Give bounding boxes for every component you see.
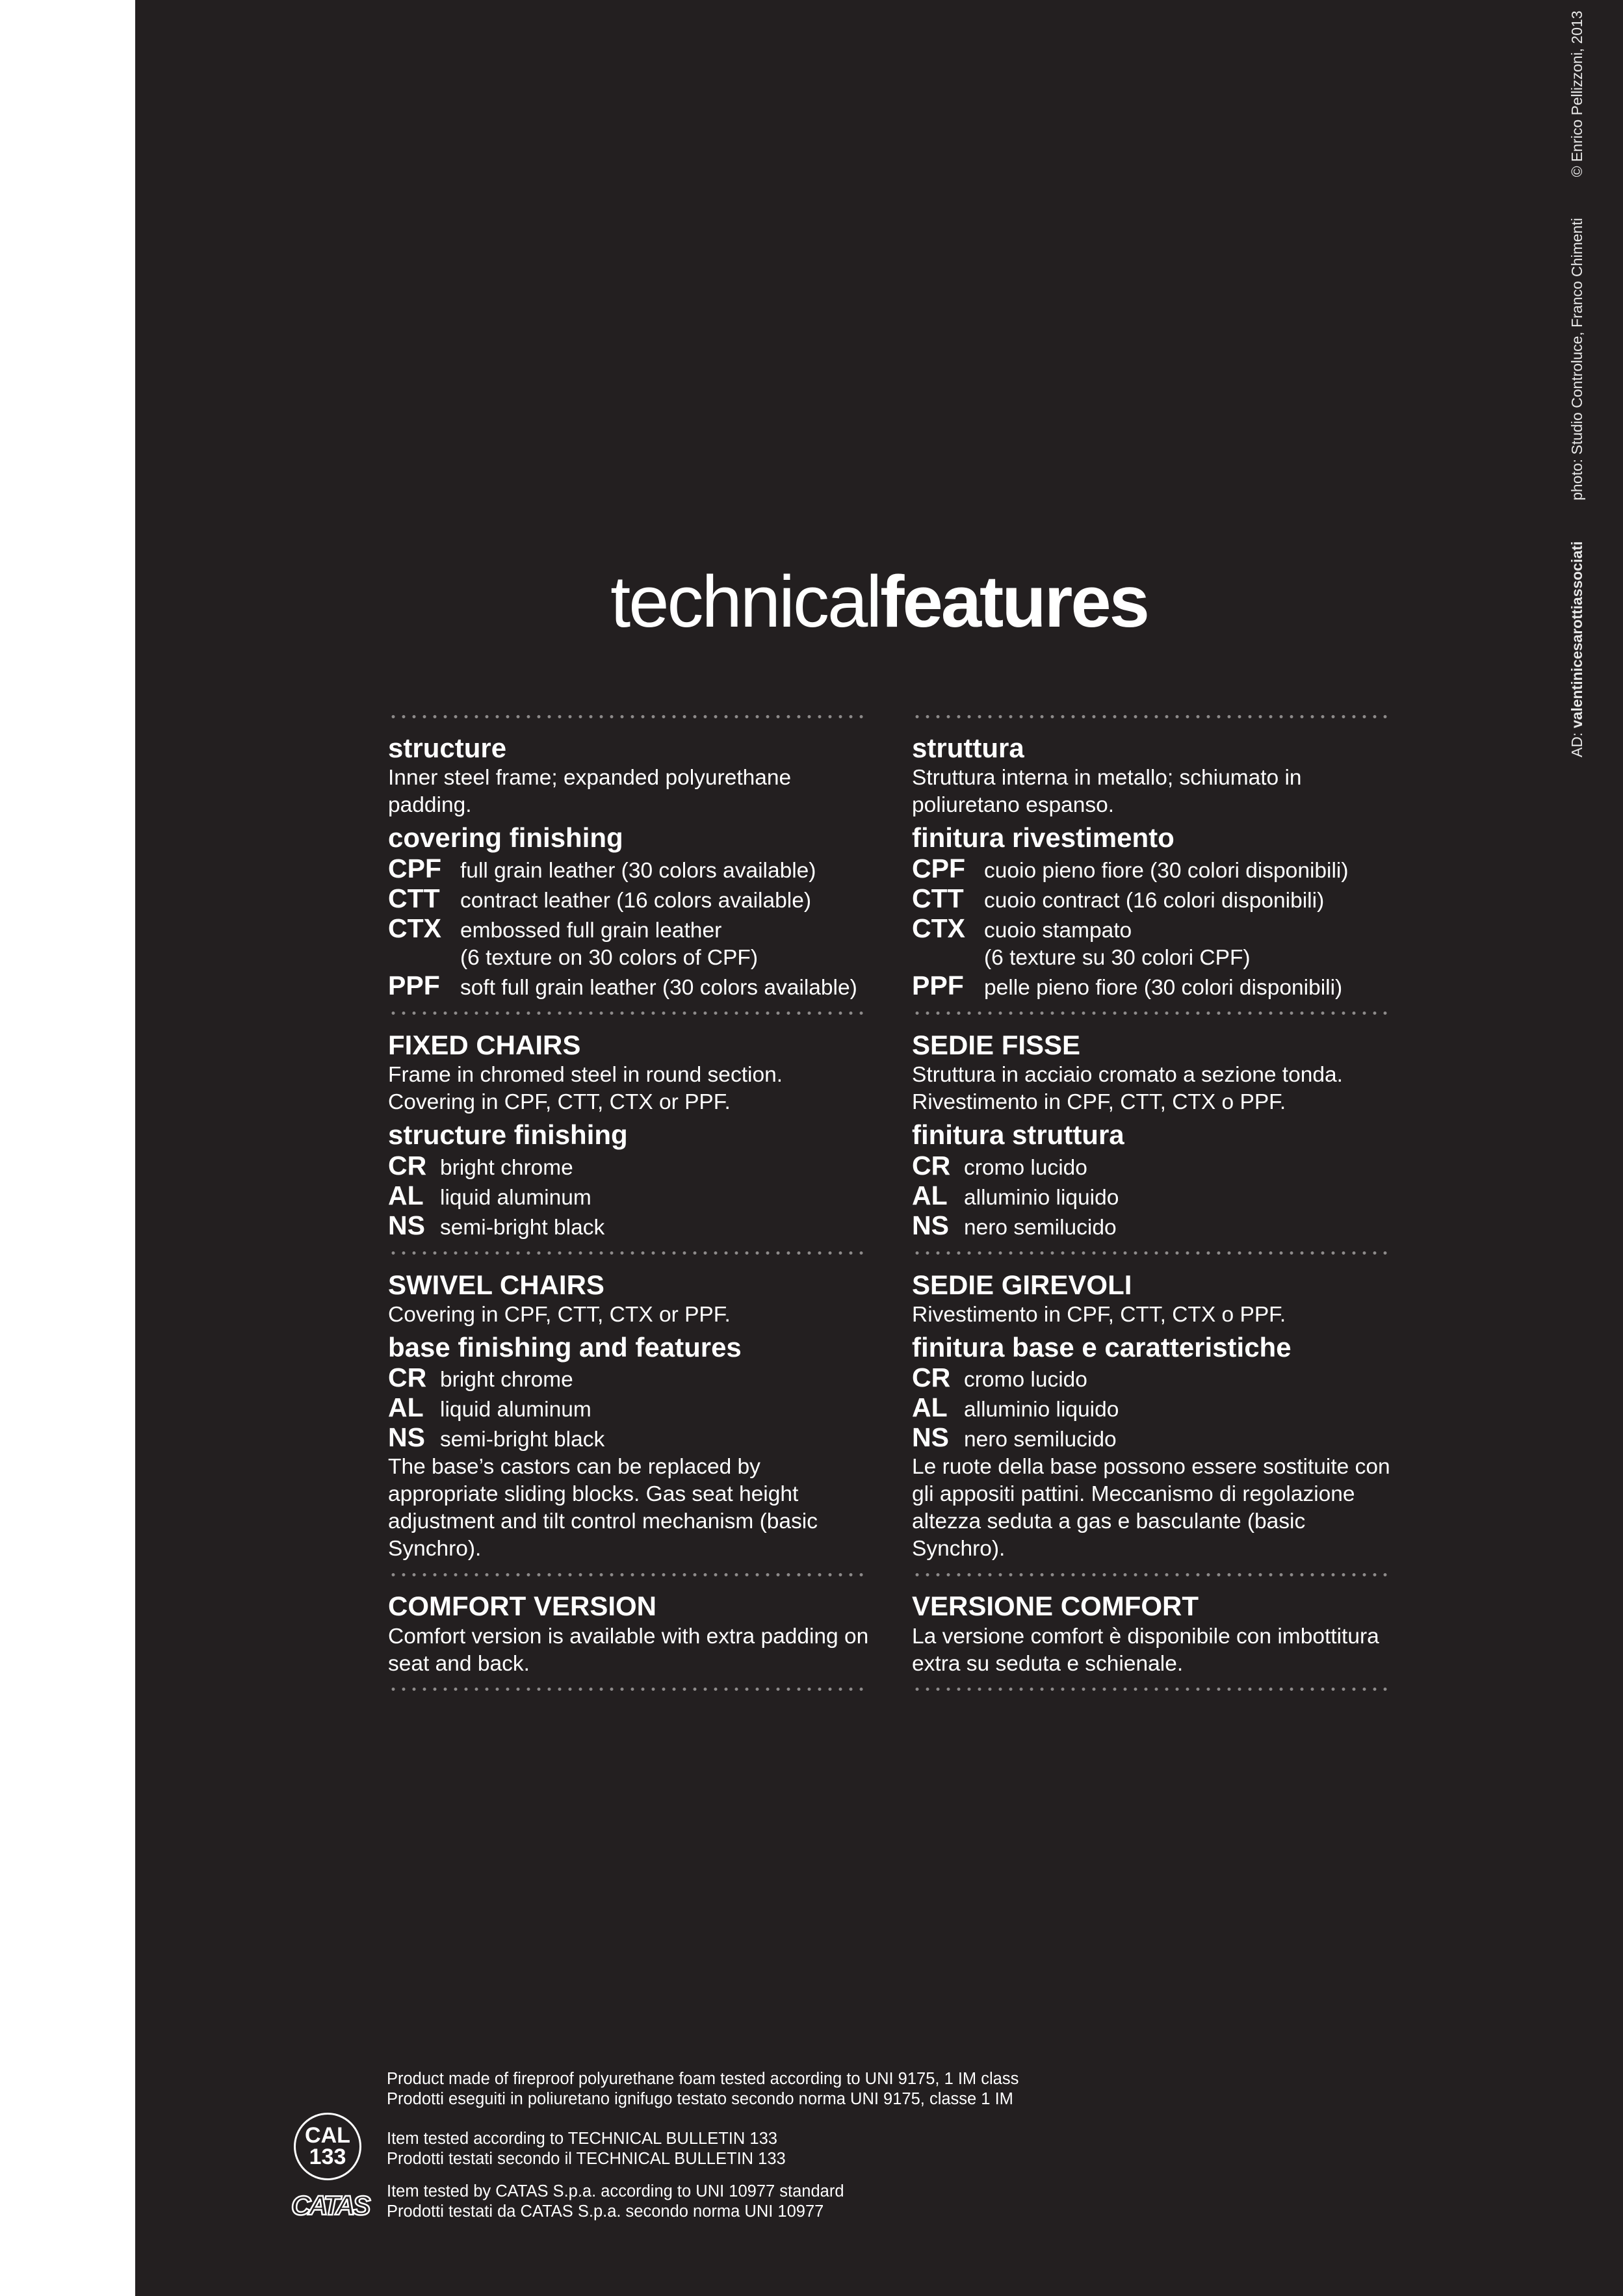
cal-133-note: Item tested according to TECHNICAL BULLETIN 133 Prodotti testati secondo il TECHNICAL BULLETIN 133	[387, 2130, 786, 2168]
section-text: La versione comfort è disponibile con imbottitura extra su seduta e schienale.	[912, 1624, 1379, 1676]
finish-row: NS semi-bright black	[388, 1422, 605, 1453]
page-title: technicalfeatures	[610, 561, 1148, 642]
section-heading: COMFORT VERSION	[388, 1591, 657, 1622]
section-note: Le ruote della base possono essere sostituite con gli appositi pattini. Meccanismo di regolazione altezza seduta a gas e basculante (basic Synchro).	[912, 1455, 1390, 1561]
dotted-divider	[388, 1682, 869, 1697]
dotted-divider	[388, 709, 869, 724]
subheading: finitura rivestimento	[912, 822, 1175, 854]
section-heading: structure	[388, 733, 507, 763]
subheading: covering finishing	[388, 822, 623, 854]
swivel-chairs-section	[388, 1261, 869, 1567]
section-text: Struttura interna in metallo; schiumato in poliuretano espanso.	[912, 766, 1302, 818]
section-note: The base’s castors can be replaced by appropriate sliding blocks. Gas seat height adjustment and tilt control mechanism (basic Synchro).	[388, 1455, 818, 1561]
subheading: base finishing and features	[388, 1331, 742, 1363]
finish-row-cont: (6 texture on 30 colors of CPF)	[460, 945, 759, 970]
section-text: Rivestimento in CPF, CTT, CTX o PPF.	[912, 1302, 1286, 1327]
fixed-chairs-section	[912, 1021, 1393, 1246]
subheading: finitura struttura	[912, 1119, 1124, 1151]
catas-logo-icon: CATAS	[291, 2190, 369, 2221]
finish-row: CTX embossed full grain leather	[388, 913, 722, 943]
finish-row: PPF soft full grain leather (30 colors available)	[388, 970, 857, 1000]
section-text: Comfort version is available with extra padding on seat and back.	[388, 1624, 869, 1676]
finish-row: CR cromo lucido	[912, 1150, 1087, 1181]
section-text: Rivestimento in CPF, CTT, CTX o PPF.	[912, 1090, 1286, 1115]
ad-prefix: AD:	[1568, 732, 1585, 757]
finish-row: PPF pelle pieno fiore (30 colori disponibili)	[912, 970, 1343, 1000]
ad-name: valentinicesarottiassociati	[1568, 541, 1585, 729]
comfort-section	[388, 1582, 869, 1681]
structure-section	[912, 724, 1393, 1006]
finish-row: NS semi-bright black	[388, 1210, 605, 1240]
finish-row-cont: (6 texture su 30 colori CPF)	[984, 945, 1251, 970]
finish-row: AL liquid aluminum	[388, 1180, 591, 1210]
comfort-section	[912, 1582, 1393, 1681]
section-heading: SEDIE FISSE	[912, 1029, 1081, 1060]
english-column	[388, 709, 869, 1697]
section-heading: SEDIE GIREVOLI	[912, 1269, 1132, 1300]
dotted-divider	[912, 1682, 1393, 1697]
finish-row: AL alluminio liquido	[912, 1180, 1119, 1210]
finish-row: NS nero semilucido	[912, 1422, 1117, 1453]
subheading: structure finishing	[388, 1119, 628, 1151]
finish-row: CPF full grain leather (30 colors available)	[388, 853, 816, 883]
finish-row: CR cromo lucido	[912, 1363, 1087, 1393]
finish-row: CR bright chrome	[388, 1363, 573, 1393]
italian-column	[912, 709, 1393, 1697]
section-heading: FIXED CHAIRS	[388, 1029, 581, 1060]
finish-row: CTT contract leather (16 colors available)	[388, 883, 811, 913]
finish-row: AL alluminio liquido	[912, 1392, 1119, 1423]
dotted-divider	[912, 1006, 1393, 1021]
finish-row: CR bright chrome	[388, 1150, 573, 1181]
catas-note: Item tested by CATAS S.p.a. according to UNI 10977 standard Prodotti testati da CATAS S.p.a. secondo norma UNI 10977	[387, 2182, 844, 2221]
section-heading: struttura	[912, 733, 1024, 763]
section-text: Covering in CPF, CTT, CTX or PPF.	[388, 1090, 731, 1115]
credits-vertical	[1568, 10, 1586, 757]
section-text: Inner steel frame; expanded polyurethane padding.	[388, 766, 792, 818]
section-heading: VERSIONE COMFORT	[912, 1591, 1199, 1622]
section-text: Struttura in acciaio cromato a sezione tonda.	[912, 1063, 1343, 1088]
dotted-divider	[912, 709, 1393, 724]
fixed-chairs-section	[388, 1021, 869, 1246]
fireproof-note: Product made of fireproof polyurethane foam tested according to UNI 9175, 1 IM class Prodotti eseguiti in poliuretano ignifugo testato secondo norma UNI 9175, classe 1 IM	[387, 2070, 1019, 2108]
finish-row: CTX cuoio stampato	[912, 913, 1132, 943]
cal-133-badge-icon: CAL 133	[294, 2113, 361, 2180]
dotted-divider	[388, 1006, 869, 1021]
finish-row: AL liquid aluminum	[388, 1392, 591, 1423]
section-text: Frame in chromed steel in round section.	[388, 1063, 783, 1088]
photo-credit: photo: Studio Controluce, Franco Chimenti	[1568, 218, 1585, 501]
finish-row: NS nero semilucido	[912, 1210, 1117, 1240]
finish-row: CTT cuoio contract (16 colori disponibili)	[912, 883, 1325, 913]
dark-panel	[135, 0, 1623, 2296]
section-text: Covering in CPF, CTT, CTX or PPF.	[388, 1302, 731, 1327]
structure-section	[388, 724, 869, 1006]
swivel-chairs-section	[912, 1261, 1393, 1567]
section-heading: SWIVEL CHAIRS	[388, 1269, 604, 1300]
dotted-divider	[388, 1567, 869, 1582]
dotted-divider	[912, 1567, 1393, 1582]
copyright: © Enrico Pellizzoni, 2013	[1568, 10, 1585, 177]
subheading: finitura base e caratteristiche	[912, 1331, 1292, 1363]
finish-row: CPF cuoio pieno fiore (30 colori disponibili)	[912, 853, 1349, 883]
dotted-divider	[388, 1246, 869, 1261]
dotted-divider	[912, 1246, 1393, 1261]
